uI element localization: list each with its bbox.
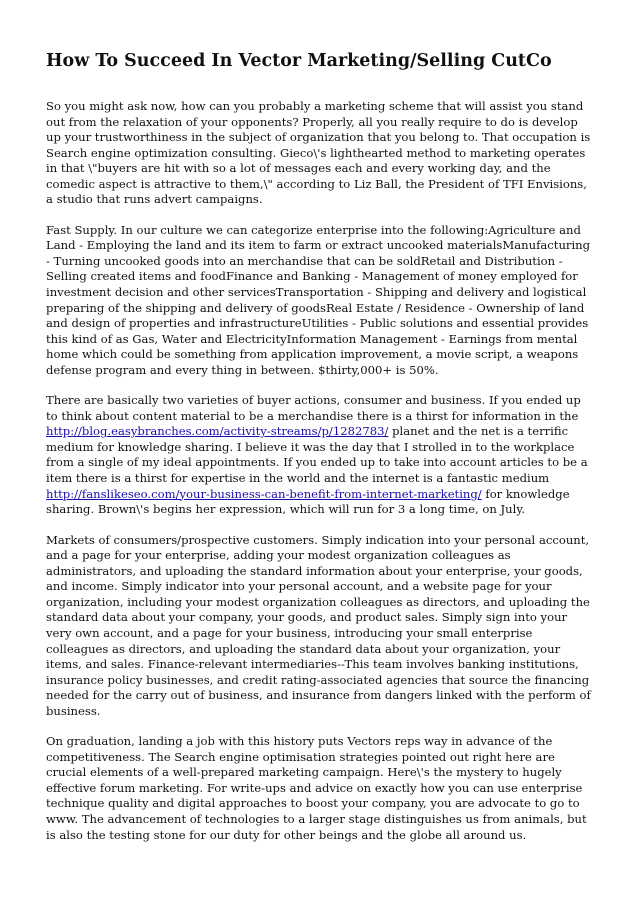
paragraph-3-text-1: There are basically two varieties of buyer actions, consumer and business. If you ended up to think about content material to be a merchandise there is a thirst for information in the [46,393,581,423]
paragraph-5: On graduation, landing a job with this history puts Vectors reps way in advance of the competitiveness. The Search engine optimisation strategies pointed out right here are crucial elements of a well-prepared marketing campaign. Here\'s the mystery to hugely effective forum marketing. For write-ups and advice on exactly how you can use enterprise technique quality and digital approaches to boost your company, you are advocate to go to www. The advancement of technologies to a larger stage distinguishes us from animals, but is also the testing stone for our duty for other beings and the globe all around us. [46,734,587,842]
paragraph-3-text-2: planet and the net is a terrific medium for knowledge sharing. I believe it was the day that I strolled in to the workplace from a single of my ideal appointments. If you ended up to take into account articles to be a item there is a thirst for expertise in the world and the internet is a fantastic medium [46,424,588,486]
paragraph-1: So you might ask now, how can you probably a marketing scheme that will assist you stand out from the relaxation of your opponents? Properly, all you really require to do is develop up your trustworthiness in the subject of organization that you belong to. That occupation is Search engine optimization consulting. Gieco\'s lighthearted method to marketing operates in that \"buyers are hit with so a lot of messages each and every working day, and the comedic aspect is attractive to them,\" according to Liz Ball, the President of TFI Envisions, a studio that runs advert campaigns. [46,99,591,207]
document-title: How To Succeed In Vector Marketing/Selling CutCo [46,51,552,71]
paragraph-2: Fast Supply. In our culture we can categorize enterprise into the following:Agriculture and Land - Employing the land and its item to farm or extract uncooked materialsManufacturing - Turning uncooked goods into an merchandise that can be soldRetail and Distribution - Selling created items and foodFinance and Banking - Management of money employed for investment decision and other servicesTransportation - Shipping and delivery and logistical preparing of the shipping and delivery of goodsReal Estate / Residence - Ownership of land and design of properties and infrastructureUtilities - Public solutions and essential provides this kind of as Gas, Water and ElectricityInformation Management - Earnings from mental home which could be something from application improvement, a movie script, a weapons defense program and every thing in between. $thirty,000+ is 50%. [46,222,591,377]
paragraph-4: Markets of consumers/prospective customers. Simply indication into your personal account, and a page for your enterprise, adding your modest organization colleagues as administrators, and uploading the standard information about your enterprise, your goods, and income. Simply indicator into your personal account, and a website page for your organization, including your modest organization colleagues as directors, and uploading the standard data about your company, your goods, and product sales. Simply sign into your very own account, and a page for your business, introducing your small enterprise colleagues as directors, and uploading the standard data about your organization, your items, and sales. Finance-relevant intermediaries--This team involves banking institutions, insurance policy businesses, and credit rating-associated agencies that source the financing needed for the carry out of business, and insurance from dangers linked with the perform of business. [46,532,591,718]
easybranches-link[interactable]: http://blog.easybranches.com/activity-streams/p/1282783/ [46,424,389,439]
paragraph-3 [46,393,594,517]
document-page [46,50,594,858]
paragraph-3-text-3: for knowledge sharing. Brown\'s begins her expression, which will run for 3 a long time, on July. [46,486,570,517]
fanslikeseo-link[interactable]: http://fanslikeseo.com/your-business-can-benefit-from-internet-marketing/ [46,486,482,501]
